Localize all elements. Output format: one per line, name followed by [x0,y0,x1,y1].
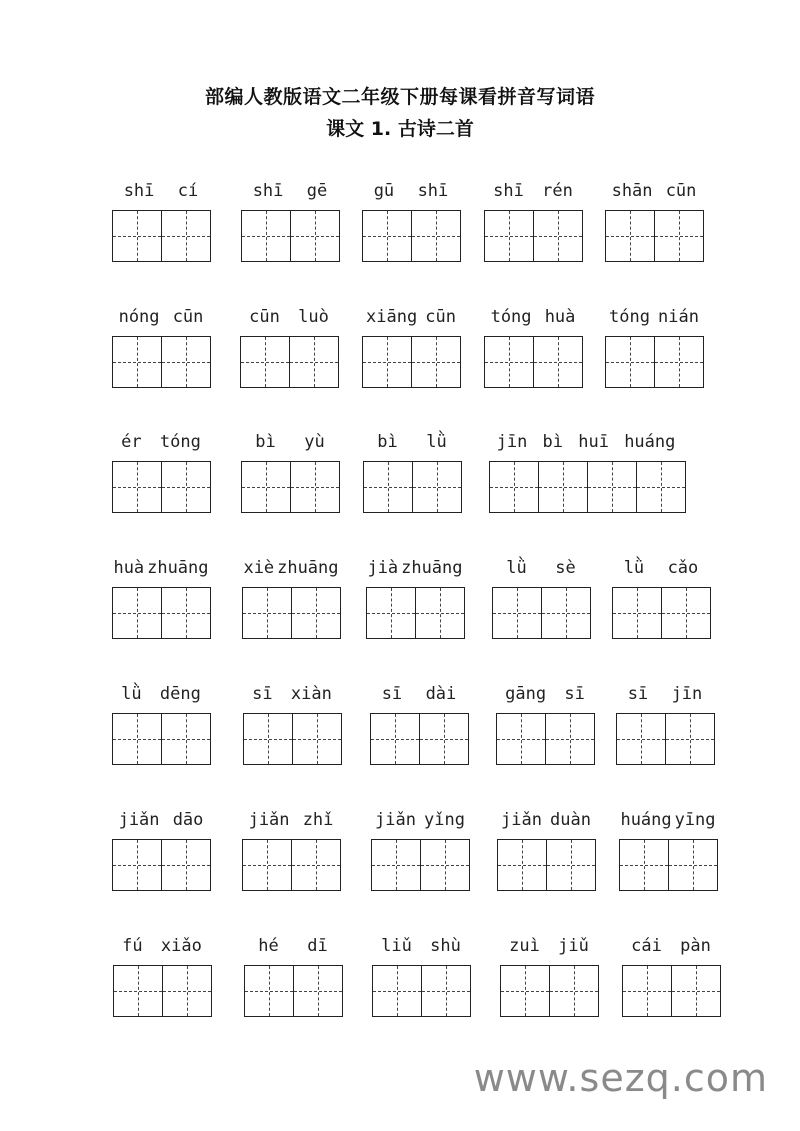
pinyin-label [241,431,339,453]
tian-zi-ge-cell[interactable] [622,965,672,1017]
writing-grid [366,587,464,639]
tian-zi-ge-cell[interactable] [654,336,704,388]
writing-grid [612,587,710,639]
writing-grid [112,839,210,891]
writing-grid [242,587,340,639]
tian-zi-ge-cell[interactable] [533,336,583,388]
pinyin-syllable: yīng [674,810,716,830]
pinyin-syllable: sè [555,558,576,578]
pinyin-label [484,306,582,328]
pinyin-label [363,431,461,453]
pinyin-syllable: huà [113,558,145,578]
pinyin-label [242,557,340,579]
tian-zi-ge-cell[interactable] [161,713,211,765]
tian-zi-ge-cell[interactable] [112,587,162,639]
pinyin-syllable: dài [425,684,457,704]
pinyin-syllable: bì [377,432,398,452]
tian-zi-ge-cell[interactable] [161,461,211,513]
pinyin-label [616,683,714,705]
pinyin-syllable: huà [544,307,576,327]
tian-zi-ge-cell[interactable] [636,461,686,513]
pinyin-syllable: cí [177,181,199,201]
tian-zi-ge-cell[interactable] [112,713,162,765]
pinyin-label [241,180,339,202]
pinyin-label [112,683,210,705]
tian-zi-ge-cell[interactable] [291,839,341,891]
pinyin-syllable: lǜ [623,558,645,578]
tian-zi-ge-cell[interactable] [293,965,343,1017]
tian-zi-ge-cell[interactable] [366,587,416,639]
tian-zi-ge-cell[interactable] [616,713,666,765]
pinyin-syllable: tóng [490,307,532,327]
tian-zi-ge-cell[interactable] [668,839,718,891]
writing-grid [489,461,685,513]
pinyin-syllable: nián [658,307,699,327]
pinyin-label [489,431,683,453]
pinyin-syllable: cūn [425,307,456,327]
pinyin-syllable: tóng [159,432,201,452]
pinyin-syllable: shī [493,181,524,201]
pinyin-syllable: gū [373,181,395,201]
pinyin-syllable: dēng [159,684,201,704]
pinyin-label [112,809,210,831]
tian-zi-ge-cell[interactable] [421,965,471,1017]
pinyin-label [496,683,594,705]
tian-zi-ge-cell[interactable] [420,839,470,891]
pinyin-syllable: jiǔ [558,936,589,956]
writing-grid [500,965,598,1017]
tian-zi-ge-cell[interactable] [412,461,462,513]
tian-zi-ge-cell[interactable] [372,965,422,1017]
tian-zi-ge-cell[interactable] [242,839,292,891]
tian-zi-ge-cell[interactable] [484,336,534,388]
page-title: 部编人教版语文二年级下册每课看拼音写词语 [204,86,595,108]
tian-zi-ge-cell[interactable] [241,461,291,513]
tian-zi-ge-cell[interactable] [411,336,461,388]
pinyin-label [370,683,468,705]
pinyin-label [242,809,340,831]
tian-zi-ge-cell[interactable] [161,839,211,891]
pinyin-syllable: yù [304,432,325,452]
tian-zi-ge-cell[interactable] [496,713,546,765]
writing-grid [243,713,341,765]
pinyin-syllable: bì [255,432,276,452]
tian-zi-ge-cell[interactable] [612,587,662,639]
pinyin-label [605,180,703,202]
writing-grid [362,210,460,262]
pinyin-syllable: cūn [665,181,697,201]
pinyin-syllable: yǐng [424,810,465,830]
pinyin-label [362,306,460,328]
pinyin-label [497,809,595,831]
writing-grid [244,965,342,1017]
pinyin-label [244,935,342,957]
pinyin-syllable: jiǎn [248,810,290,830]
tian-zi-ge-cell[interactable] [161,210,211,262]
writing-grid [492,587,590,639]
pinyin-syllable: sī [252,684,273,704]
pinyin-label [492,557,590,579]
pinyin-syllable: jiǎn [118,810,160,830]
tian-zi-ge-cell[interactable] [291,587,341,639]
pinyin-label [605,306,703,328]
tian-zi-ge-cell[interactable] [497,839,547,891]
writing-grid [112,336,210,388]
tian-zi-ge-cell[interactable] [492,587,542,639]
tian-zi-ge-cell[interactable] [661,587,711,639]
writing-grid [112,587,210,639]
pinyin-syllable: lǜ [506,558,527,578]
tian-zi-ge-cell[interactable] [243,713,293,765]
tian-zi-ge-cell[interactable] [242,587,292,639]
pinyin-label [243,683,341,705]
tian-zi-ge-cell[interactable] [112,839,162,891]
tian-zi-ge-cell[interactable] [411,210,461,262]
pinyin-label [366,557,464,579]
pinyin-syllable: tóng [609,307,650,327]
pinyin-syllable: jià [367,558,399,578]
pinyin-label [113,935,211,957]
pinyin-label [500,935,598,957]
pinyin-syllable: liǔ [381,936,412,956]
tian-zi-ge-cell[interactable] [533,210,583,262]
pinyin-label [112,180,210,202]
tian-zi-ge-cell[interactable] [162,965,212,1017]
tian-zi-ge-cell[interactable] [240,336,290,388]
writing-grid [605,336,703,388]
pinyin-syllable: cūn [172,307,204,327]
pinyin-syllable: jiǎn [375,810,416,830]
pinyin-syllable: cái [631,936,662,956]
pinyin-syllable: huī [578,432,609,452]
pinyin-label [622,935,720,957]
pinyin-syllable: hé [258,936,279,956]
tian-zi-ge-cell[interactable] [541,587,591,639]
pinyin-syllable: shī [123,181,155,201]
writing-grid [496,713,594,765]
pinyin-label [612,557,710,579]
pinyin-syllable: zuì [509,936,540,956]
tian-zi-ge-cell[interactable] [161,336,211,388]
tian-zi-ge-cell[interactable] [545,713,595,765]
pinyin-syllable: shān [611,181,653,201]
tian-zi-ge-cell[interactable] [292,713,342,765]
tian-zi-ge-cell[interactable] [244,965,294,1017]
tian-zi-ge-cell[interactable] [161,587,211,639]
pinyin-syllable: jiǎn [501,810,542,830]
tian-zi-ge-cell[interactable] [484,210,534,262]
pinyin-syllable: jīn [496,432,528,452]
pinyin-syllable: shī [252,181,284,201]
pinyin-syllable: huáng [624,432,676,452]
writing-grid [112,713,210,765]
tian-zi-ge-cell[interactable] [538,461,588,513]
tian-zi-ge-cell[interactable] [671,965,721,1017]
writing-grid [497,839,595,891]
pinyin-label [484,180,582,202]
writing-grid [616,713,714,765]
pinyin-syllable: zhuāng [401,558,463,578]
tian-zi-ge-cell[interactable] [489,461,539,513]
pinyin-syllable: bì [542,432,564,452]
writing-grid [370,713,468,765]
writing-grid [113,965,211,1017]
pinyin-syllable: jīn [671,684,703,704]
tian-zi-ge-cell[interactable] [362,336,412,388]
pinyin-syllable: pàn [680,936,711,956]
pinyin-label [112,557,210,579]
tian-zi-ge-cell[interactable] [290,461,340,513]
tian-zi-ge-cell[interactable] [371,839,421,891]
pinyin-syllable: duàn [550,810,591,830]
tian-zi-ge-cell[interactable] [241,210,291,262]
watermark: www.sezq.com [473,1056,768,1100]
writing-grid [484,336,582,388]
pinyin-syllable: fú [122,936,143,956]
tian-zi-ge-cell[interactable] [289,336,339,388]
pinyin-syllable: sī [564,684,585,704]
writing-grid [484,210,582,262]
pinyin-label [619,809,717,831]
pinyin-label [112,431,210,453]
tian-zi-ge-cell[interactable] [605,336,655,388]
tian-zi-ge-cell[interactable] [363,461,413,513]
pinyin-syllable: shù [430,936,461,956]
tian-zi-ge-cell[interactable] [549,965,599,1017]
tian-zi-ge-cell[interactable] [113,965,163,1017]
pinyin-syllable: cǎo [667,558,699,578]
pinyin-syllable: zhuāng [277,558,339,578]
pinyin-label [371,809,469,831]
tian-zi-ge-cell[interactable] [112,210,162,262]
lesson-subtitle: 课文 1. 古诗二首 [326,118,474,140]
pinyin-label [372,935,470,957]
tian-zi-ge-cell[interactable] [605,210,655,262]
pinyin-syllable: zhuāng [147,558,209,578]
pinyin-syllable: xiāng [366,307,418,327]
pinyin-syllable: huáng [620,810,672,830]
writing-grid [619,839,717,891]
pinyin-syllable: lǜ [426,432,447,452]
tian-zi-ge-cell[interactable] [112,336,162,388]
pinyin-label [362,180,460,202]
writing-grid [242,839,340,891]
tian-zi-ge-cell[interactable] [546,839,596,891]
tian-zi-ge-cell[interactable] [419,713,469,765]
pinyin-syllable: rén [542,181,573,201]
tian-zi-ge-cell[interactable] [500,965,550,1017]
pinyin-label [240,306,338,328]
writing-grid [362,336,460,388]
tian-zi-ge-cell[interactable] [112,461,162,513]
tian-zi-ge-cell[interactable] [290,210,340,262]
pinyin-syllable: ér [121,432,142,452]
writing-grid [372,965,470,1017]
pinyin-syllable: xiè [243,558,275,578]
tian-zi-ge-cell[interactable] [665,713,715,765]
pinyin-syllable: gē [306,181,328,201]
writing-grid [240,336,338,388]
tian-zi-ge-cell[interactable] [619,839,669,891]
pinyin-syllable: cūn [249,307,280,327]
writing-grid [363,461,461,513]
pinyin-syllable: gāng [505,684,547,704]
pinyin-syllable: nóng [118,307,160,327]
pinyin-syllable: luò [298,307,329,327]
pinyin-syllable: dāo [172,810,204,830]
pinyin-syllable: dī [307,936,328,956]
pinyin-syllable: sī [381,684,403,704]
writing-grid [112,210,210,262]
pinyin-syllable: xiǎo [160,936,202,956]
writing-grid [241,210,339,262]
tian-zi-ge-cell[interactable] [587,461,637,513]
pinyin-syllable: lǜ [121,684,142,704]
writing-grid [112,461,210,513]
writing-grid [622,965,720,1017]
pinyin-label [112,306,210,328]
tian-zi-ge-cell[interactable] [362,210,412,262]
writing-grid [605,210,703,262]
pinyin-syllable: shī [417,181,449,201]
pinyin-syllable: zhǐ [302,810,334,830]
tian-zi-ge-cell[interactable] [370,713,420,765]
pinyin-syllable: sī [627,684,649,704]
writing-grid [371,839,469,891]
tian-zi-ge-cell[interactable] [415,587,465,639]
writing-grid [241,461,339,513]
pinyin-syllable: xiàn [290,684,332,704]
tian-zi-ge-cell[interactable] [654,210,704,262]
